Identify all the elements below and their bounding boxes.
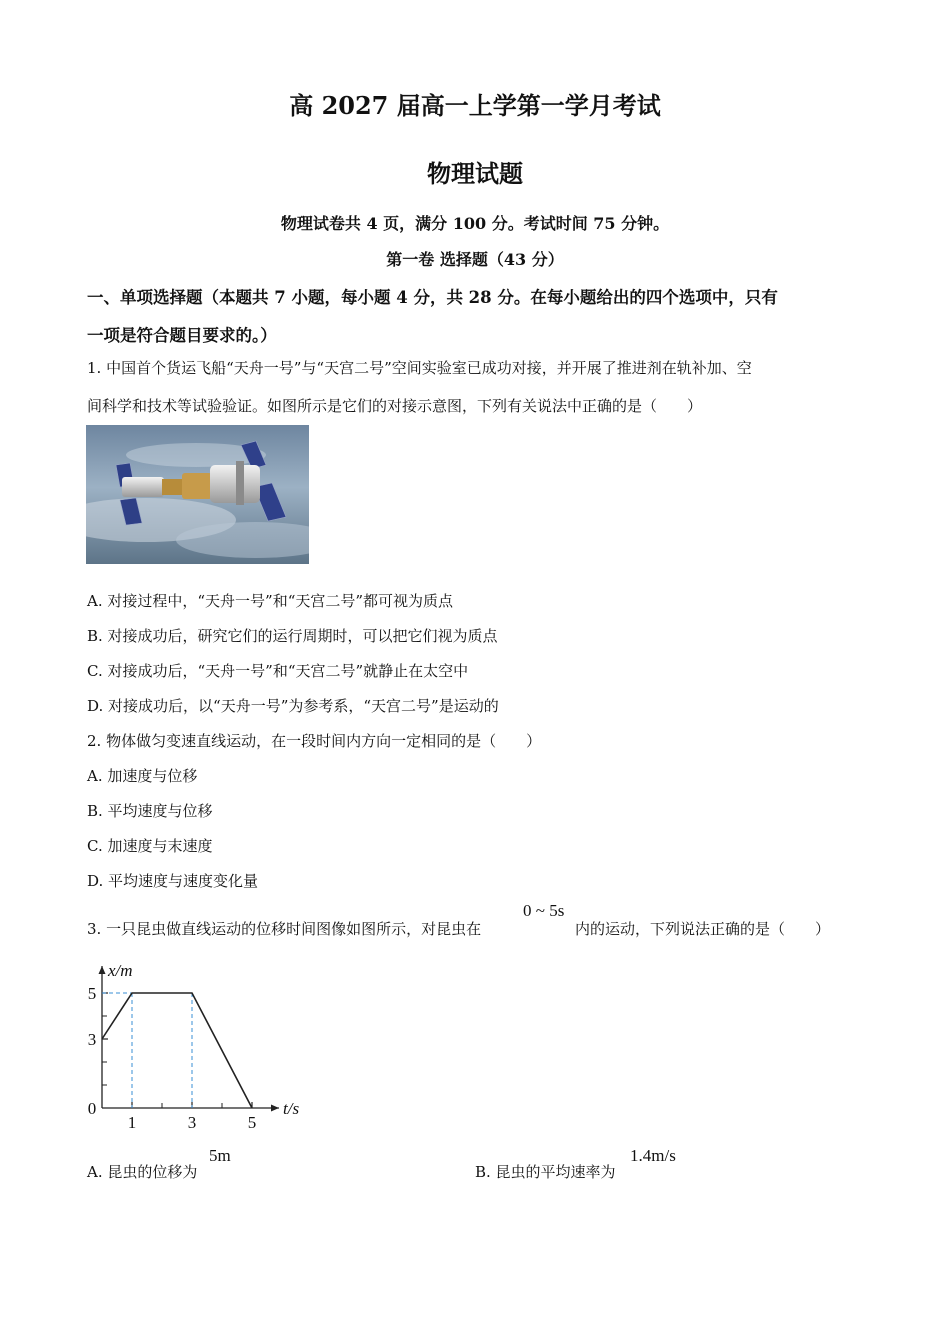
q3-option-a-text: A. 昆虫的位移为 (87, 1163, 198, 1181)
q1-stem-line1: 1. 中国首个货运飞船“天舟一号”与“天宫二号”空间实验室已成功对接，并开展了推进剂在轨补加、空 (87, 359, 752, 377)
q1-option-c: C. 对接成功后，“天舟一号”和“天宫二号”就静止在太空中 (87, 662, 469, 680)
q1-option-d: D. 对接成功后，以“天舟一号”为参考系，“天宫二号”是运动的 (87, 697, 499, 715)
q3-stem-after: 内的运动，下列说法正确的是（ ） (575, 920, 831, 938)
x-tick-label-3: 3 (187, 1113, 197, 1132)
series-line (102, 993, 252, 1108)
q3-option-a-math: 5m (209, 1146, 231, 1165)
x-tick-label-1: 1 (127, 1113, 137, 1132)
y-axis-arrow (99, 966, 106, 974)
page-title: 高 2027 届高一上学第一学月考试 (289, 91, 661, 120)
section-heading-line1: 一、单项选择题（本题共 7 小题，每小题 4 分，共 28 分。在每小题给出的四个选项中，只有 (87, 288, 778, 307)
q3-stem-before: 3. 一只昆虫做直线运动的位移时间图像如图所示，对昆虫在 (87, 920, 482, 938)
y-tick-label-3: 3 (87, 1030, 97, 1049)
q1-option-b: B. 对接成功后，研究它们的运行周期时，可以把它们视为质点 (87, 627, 498, 645)
q1-option-a: A. 对接过程中，“天舟一号”和“天宫二号”都可视为质点 (87, 592, 454, 610)
q2-stem: 2. 物体做匀变速直线运动，在一段时间内方向一定相同的是（ ） (87, 732, 542, 750)
q3-stem-math: 0 ~ 5s (523, 901, 565, 920)
q1-stem-line2: 间科学和技术等试验验证。如图所示是它们的对接示意图，下列有关说法中正确的是（ ） (87, 397, 703, 415)
q2-option-d: D. 平均速度与速度变化量 (87, 872, 259, 890)
y-tick-label-5: 5 (87, 984, 97, 1003)
page-subtitle: 物理试题 (427, 159, 523, 188)
origin-label: 0 (87, 1099, 97, 1118)
x-axis-arrow (271, 1105, 279, 1112)
y-axis-label: x/m (108, 961, 133, 980)
position-time-graph (82, 955, 312, 1139)
q2-option-c: C. 加速度与末速度 (87, 837, 213, 855)
q2-option-b: B. 平均速度与位移 (87, 802, 213, 820)
q2-option-a: A. 加速度与位移 (87, 767, 198, 785)
q3-option-b-text: B. 昆虫的平均速率为 (475, 1163, 616, 1181)
section-heading-line2: 一项是符合题目要求的。） (87, 326, 277, 345)
x-tick-label-5: 5 (247, 1113, 257, 1132)
volume-heading: 第一卷 选择题（43 分） (386, 250, 564, 269)
exam-info: 物理试卷共 4 页，满分 100 分。考试时间 75 分钟。 (280, 214, 670, 233)
q3-option-b-math: 1.4m/s (630, 1146, 676, 1165)
docking-image (86, 425, 309, 564)
x-axis-label: t/s (283, 1099, 300, 1118)
